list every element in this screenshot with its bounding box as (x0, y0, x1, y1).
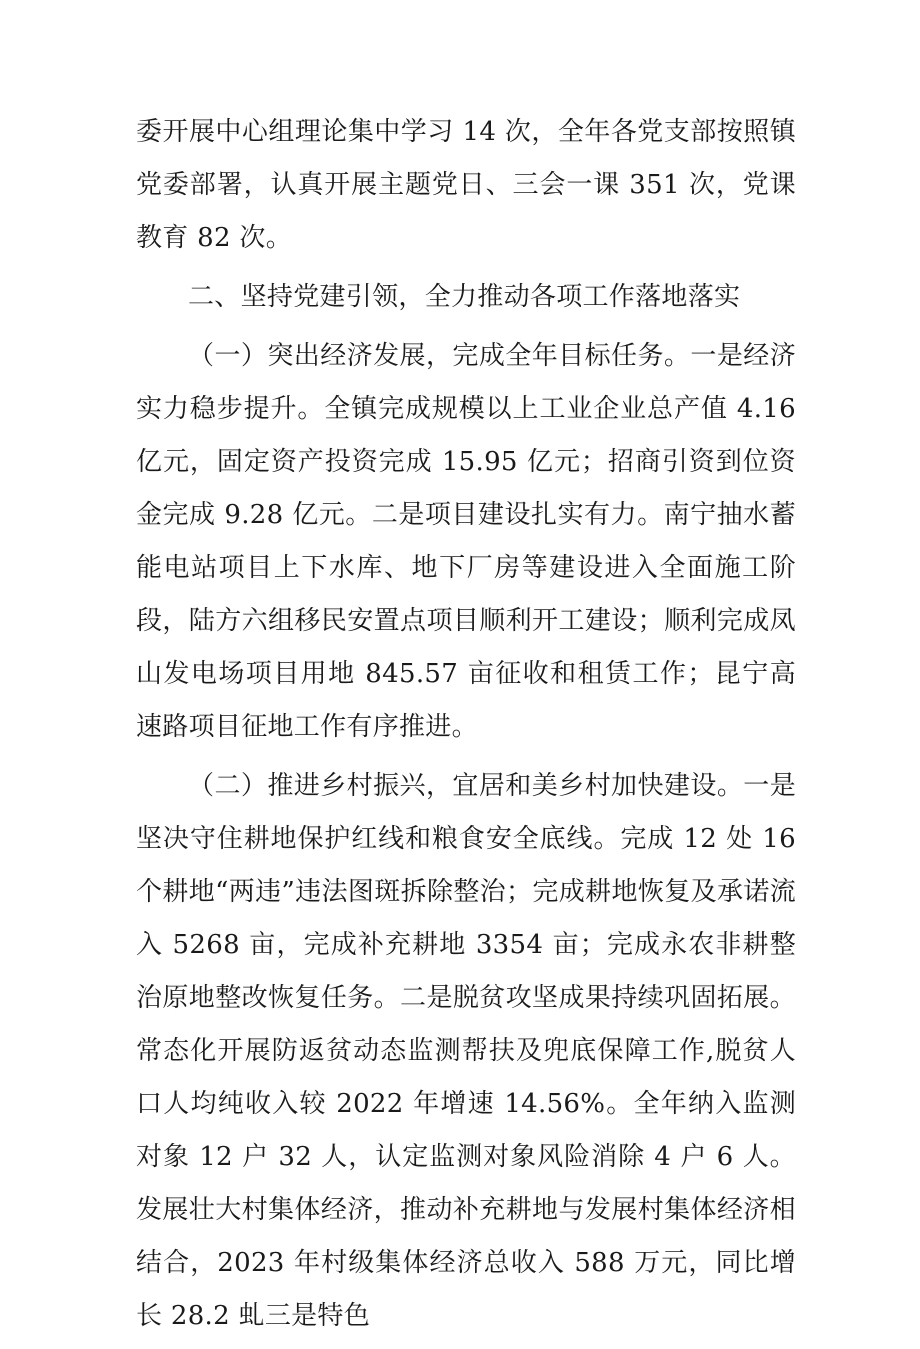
paragraph-continued: 委开展中心组理论集中学习 14 次，全年各党支部按照镇党委部署，认真开展主题党日、三会一课 351 次，党课教育 82 次。 (136, 117, 796, 253)
document-body (136, 106, 796, 1349)
paragraph-economic-development: （一）突出经济发展，完成全年目标任务。一是经济实力稳步提升。全镇完成规模以上工业企业总产值 4.16 亿元，固定资产投资完成 15.95 亿元；招商引资到位资金完成 9.28 亿元。二是项目建设扎实有力。南宁抽水蓄能电站项目上下水库、地下厂房等建设进入全面施工阶段，陆方六组移民安置点项目顺利开工建设；顺利完成凤山发电场项目用地 845.57 亩征收和租赁工作；昆宁高速路项目征地工作有序推进。 (136, 341, 796, 742)
section-heading: 二、坚持党建引领，全力推动各项工作落地落实 (188, 282, 741, 312)
paragraph-rural-revitalization: （二）推进乡村振兴，宜居和美乡村加快建设。一是坚决守住耕地保护红线和粮食安全底线。完成 12 处 16 个耕地“两违”违法图斑拆除整治；完成耕地恢复及承诺流入 5268 亩，完成补充耕地 3354 亩；完成永农非耕整治原地整改恢复任务。二是脱贫攻坚成果持续巩固拓展。常态化开展防返贫动态监测帮扶及兜底保障工作,脱贫人口人均纯收入较 2022 年增速 14.56%。全年纳入监测对象 12 户 32 人，认定监测对象风险消除 4 户 6 人。发展壮大村集体经济，推动补充耕地与发展村集体经济相结合，2023 年村级集体经济总收入 588 万元，同比增长 28.2 虬三是特色 (136, 771, 796, 1331)
